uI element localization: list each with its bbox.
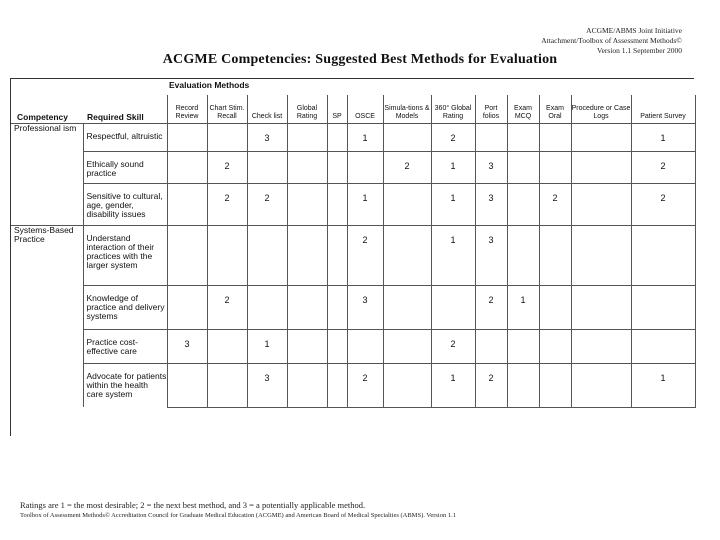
rating-cell: 2 <box>475 363 507 407</box>
rating-cell: 2 <box>631 183 695 225</box>
rating-cell: 3 <box>347 285 383 329</box>
page-title: ACGME Competencies: Suggested Best Methods for Evaluation <box>162 52 558 67</box>
method-header: Check list <box>247 95 287 123</box>
rating-cell: 2 <box>207 183 247 225</box>
initiative-line-3: Version 1.1 September 2000 <box>597 46 682 55</box>
rating-cell <box>631 225 695 285</box>
rating-cell: 3 <box>475 183 507 225</box>
rating-cell <box>539 151 571 183</box>
method-header: Exam MCQ <box>507 95 539 123</box>
method-header: Global Rating <box>287 95 327 123</box>
rating-cell: 1 <box>507 285 539 329</box>
rating-cell <box>383 123 431 151</box>
rating-cell: 1 <box>431 225 475 285</box>
required-skill-header: Required Skill <box>87 111 144 122</box>
rating-cell: 1 <box>431 151 475 183</box>
rating-cell <box>571 151 631 183</box>
rating-cell <box>507 329 539 363</box>
method-header: Port folios <box>475 95 507 123</box>
rating-cell <box>287 285 327 329</box>
rating-cell: 2 <box>631 151 695 183</box>
method-header: Exam Oral <box>539 95 571 123</box>
rating-cell: 3 <box>167 329 207 363</box>
rating-cell <box>207 329 247 363</box>
rating-cell <box>507 123 539 151</box>
skill-cell: Understand interaction of their practices with the larger system <box>83 225 167 285</box>
rating-cell <box>347 329 383 363</box>
skill-cell: Ethically sound practice <box>83 151 167 183</box>
rating-cell <box>327 183 347 225</box>
rating-cell <box>287 329 327 363</box>
rating-cell <box>247 285 287 329</box>
rating-cell <box>247 225 287 285</box>
rating-cell <box>571 225 631 285</box>
rating-cell <box>571 329 631 363</box>
table-row <box>11 329 695 363</box>
method-header: Simula-tions & Models <box>383 95 431 123</box>
rating-cell <box>327 225 347 285</box>
rating-cell <box>207 225 247 285</box>
rating-cell <box>287 183 327 225</box>
rating-cell <box>475 329 507 363</box>
rating-cell <box>383 329 431 363</box>
rating-cell <box>507 225 539 285</box>
method-header: SP <box>327 95 347 123</box>
rating-cell <box>167 225 207 285</box>
table-row <box>11 225 695 285</box>
method-header: Record Review <box>167 95 207 123</box>
table-row <box>11 123 695 151</box>
rating-cell <box>631 329 695 363</box>
rating-cell <box>167 123 207 151</box>
rating-cell <box>167 363 207 407</box>
rating-cell <box>539 329 571 363</box>
skill-cell: Knowledge of practice and delivery systems <box>83 285 167 329</box>
skill-cell: Sensitive to cultural, age, gender, disability issues <box>83 183 167 225</box>
rating-cell <box>539 225 571 285</box>
rating-cell <box>507 183 539 225</box>
rating-cell <box>327 363 347 407</box>
rating-cell <box>383 183 431 225</box>
method-header: Chart Stim. Recall <box>207 95 247 123</box>
rating-cell: 2 <box>207 151 247 183</box>
rating-cell <box>383 225 431 285</box>
rating-cell: 3 <box>475 225 507 285</box>
ratings-note: Ratings are 1 = the most desirable; 2 = the next best method, and 3 = a potentially applicable method. <box>20 500 366 510</box>
rating-cell: 2 <box>247 183 287 225</box>
initiative-line-1: ACGME/ABMS Joint Initiative <box>586 26 682 35</box>
rating-cell <box>431 285 475 329</box>
rating-cell: 1 <box>247 329 287 363</box>
rating-cell <box>247 151 287 183</box>
rating-cell <box>507 363 539 407</box>
rating-cell <box>327 123 347 151</box>
rating-cell <box>287 225 327 285</box>
table-row <box>11 183 695 225</box>
rating-cell: 2 <box>347 225 383 285</box>
rating-cell: 1 <box>431 363 475 407</box>
rating-cell <box>571 123 631 151</box>
rating-cell <box>207 123 247 151</box>
rating-cell <box>347 151 383 183</box>
rating-cell: 1 <box>631 123 695 151</box>
competency-header: Competency <box>17 111 69 122</box>
rating-cell <box>571 183 631 225</box>
rating-cell <box>383 363 431 407</box>
rating-cell <box>207 363 247 407</box>
method-header: Procedure or Case Logs <box>571 95 631 123</box>
rating-cell <box>167 151 207 183</box>
rating-cell: 1 <box>347 183 383 225</box>
rating-cell <box>167 183 207 225</box>
rating-cell <box>539 285 571 329</box>
table-row <box>11 285 695 329</box>
method-header: OSCE <box>347 95 383 123</box>
competency-cell: Professional ism <box>11 123 83 225</box>
rating-cell <box>327 285 347 329</box>
competency-cell: Systems-Based Practice <box>11 225 83 407</box>
rating-cell: 1 <box>631 363 695 407</box>
rating-cell <box>383 285 431 329</box>
rating-cell <box>287 363 327 407</box>
evaluation-table <box>11 79 696 408</box>
evaluation-table-frame <box>10 78 694 436</box>
rating-cell: 2 <box>347 363 383 407</box>
citation: Toolbox of Assessment Methods© Accreditation Council for Graduate Medical Education (ACGME) and American Board of Medical Specialties (ABMS). Version 1.1 <box>20 512 456 519</box>
skill-cell: Practice cost-effective care <box>83 329 167 363</box>
table-row <box>11 151 695 183</box>
rating-cell: 2 <box>207 285 247 329</box>
rating-cell: 1 <box>347 123 383 151</box>
method-header: 360° Global Rating <box>431 95 475 123</box>
rating-cell <box>539 363 571 407</box>
rating-cell <box>327 329 347 363</box>
rating-cell <box>571 363 631 407</box>
rating-cell: 2 <box>431 329 475 363</box>
rating-cell <box>539 123 571 151</box>
rating-cell <box>327 151 347 183</box>
skill-cell: Respectful, altruistic <box>83 123 167 151</box>
rating-cell <box>287 151 327 183</box>
table-row <box>11 363 695 407</box>
rating-cell <box>631 285 695 329</box>
rating-cell: 2 <box>431 123 475 151</box>
rating-cell: 3 <box>247 123 287 151</box>
method-header: Patient Survey <box>631 95 695 123</box>
rating-cell: 2 <box>539 183 571 225</box>
rating-cell: 3 <box>475 151 507 183</box>
rating-cell <box>475 123 507 151</box>
rating-cell: 3 <box>247 363 287 407</box>
evaluation-methods-label: Evaluation Methods <box>169 80 250 90</box>
rating-cell <box>571 285 631 329</box>
skill-cell: Advocate for patients within the health care system <box>83 363 167 407</box>
rating-cell <box>167 285 207 329</box>
rating-cell <box>507 151 539 183</box>
rating-cell: 1 <box>431 183 475 225</box>
initiative-line-2: Attachment/Toolbox of Assessment Methods© <box>541 36 682 45</box>
rating-cell: 2 <box>475 285 507 329</box>
rating-cell <box>287 123 327 151</box>
rating-cell: 2 <box>383 151 431 183</box>
